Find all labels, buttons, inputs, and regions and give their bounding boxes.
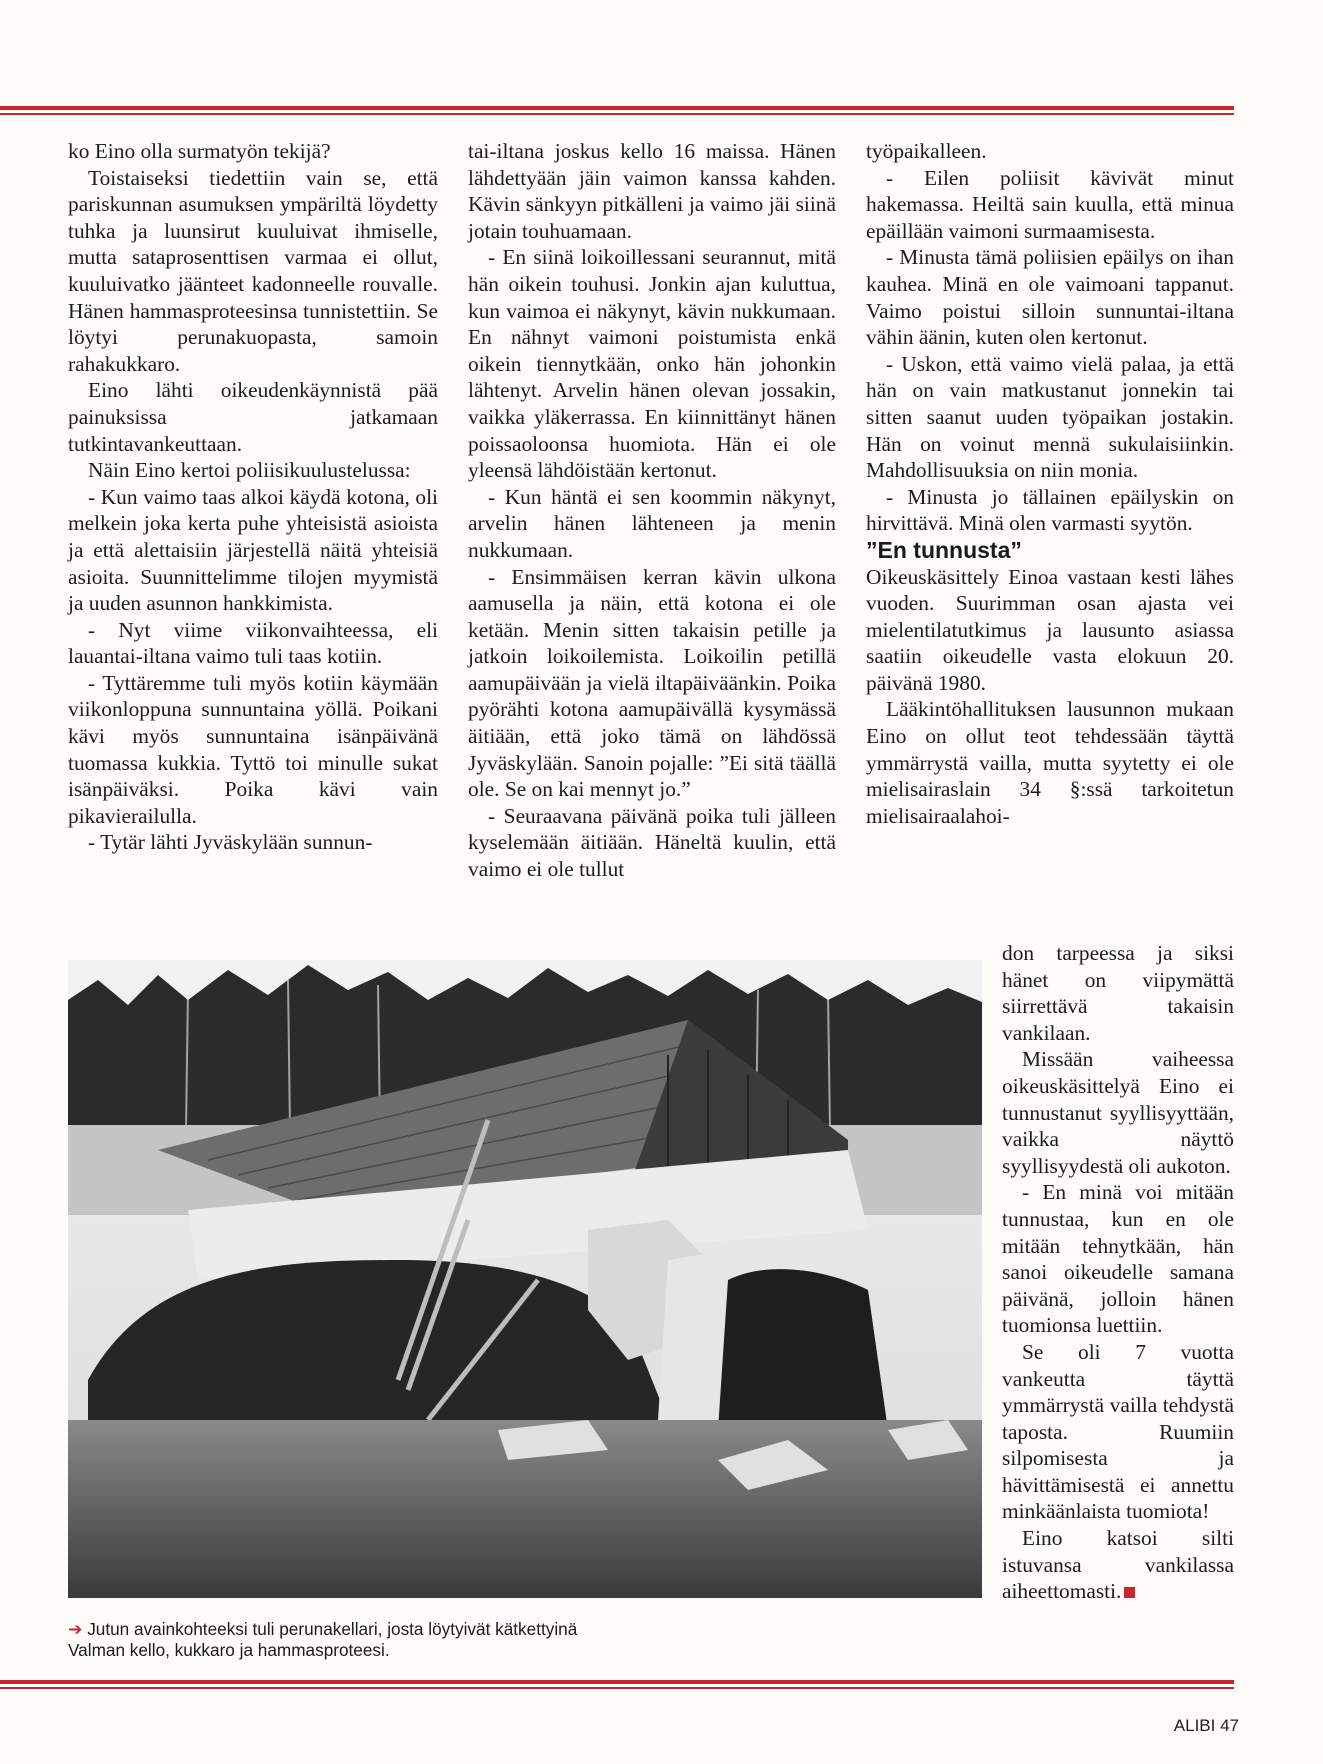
- paragraph-last: [1002, 1525, 1234, 1605]
- subheading: ”En tunnusta”: [866, 536, 1022, 563]
- paragraph: Se oli 7 vuotta vankeutta täyttä ymmärrystä vailla tehdystä taposta. Ruumiin silpomisesta ja hävittämisestä ei annettu minkäänlaista tuomiota!: [1002, 1339, 1234, 1524]
- paragraph: - Seuraavana päivänä poika tuli jälleen kyselemään äitiään. Häneltä kuulin, että vaimo ei ole tullut: [468, 803, 836, 882]
- arrow-right-icon: ➔: [68, 1619, 83, 1639]
- caption-text: Jutun avainkohteeksi tuli perunakellari, josta löytyivät kätkettyinä Valman kello, kukkaro ja hammasproteesi.: [68, 1619, 578, 1660]
- bottom-rule: [0, 1680, 1234, 1689]
- paragraph: - Ensimmäisen kerran kävin ulkona aamusella ja näin, että kotona ei ole ketään. Menin sitten takaisin petille ja jatkoin loikoilemista. Loikoilin petillä aamupäivään ja vielä iltapäiväänkin. Poika pyörähti kotona aamupäivällä kysymässä äitiään, että joko tämä on lähdössä Jyväskylään. Sanoin pojalle: ”Ei sitä täällä ole. Se on kai mennyt jo.”: [468, 564, 836, 802]
- paragraph: - Kun vaimo taas alkoi käydä kotona, oli melkein joka kerta puhe yhteisistä asioista ja että alettaisiin järjestellä näitä yhteisiä asioita. Suunnittelimme tilojen myymistä ja uuden asunnon hankkimista.: [68, 484, 438, 616]
- article-column-1: [68, 138, 438, 856]
- paragraph: Eino lähti oikeudenkäynnistä pää painuksissa jatkamaan tutkintavankeuttaan.: [68, 378, 438, 456]
- paragraph: Toistaiseksi tiedettiin vain se, että pariskunnan asumuksen ympäriltä löydetty tuhka ja luunsirut kuuluivat ihmiselle, mutta sataprosenttisen varmaa ei ollut, kuuluivatko jäänteet kadonneelle rouvalle. Hänen hammasproteesinsa tunnistettiin. Se löytyi perunakuopasta, samoin rahakukkaro.: [68, 165, 438, 376]
- paragraph: - Minusta jo tällainen epäilyskin on hirvittävä. Minä olen varmasti syytön.: [866, 484, 1234, 536]
- paragraph: työpaikalleen.: [866, 139, 987, 163]
- paragraph: Lääkintöhallituksen lausunnon mukaan Eino on ollut teot tehdessään täyttä ymmärrystä vailla, mutta syytetty ei ole mielisairaslain 34 §:ssä tarkoitetun mielisairaalahoi-: [866, 697, 1234, 828]
- photo-caption: [68, 1619, 588, 1661]
- paragraph: - Minusta tämä poliisien epäilys on ihan kauhea. Minä en ole vaimoani tappanut. Vaimo poistui silloin sunnuntai-iltana vähin äänin, kuten olen kertonut.: [866, 245, 1234, 350]
- paragraph: - En minä voi mitään tunnustaa, kun en ole mitään tehnytkään, hän sanoi oikeudelle samana päivänä, jolloin hänen tuomionsa luettiin.: [1002, 1180, 1234, 1338]
- article-column-3: [866, 138, 1234, 829]
- paragraph: - Kun häntä ei sen koommin näkynyt, arvelin hänen lähteneen ja menin nukkumaan.: [468, 484, 836, 562]
- paragraph: - Uskon, että vaimo vielä palaa, ja että hän on vain matkustanut jonnekin tai sitten saanut uuden työpaikan jostakin. Hän on voinut mennä sukulaisiinkin. Mahdollisuuksia on niin monia.: [866, 351, 1234, 483]
- paragraph: - Nyt viime viikonvaihteessa, eli lauantai-iltana vaimo tuli taas kotiin.: [68, 617, 438, 669]
- end-mark-icon: [1124, 1587, 1135, 1598]
- article-column-2: [468, 138, 836, 883]
- paragraph-text: Eino katsoi silti istuvansa vankilassa aiheettomasti.: [1002, 1526, 1234, 1604]
- paragraph: tai-iltana joskus kello 16 maissa. Hänen lähdettyään jäin vaimon kanssa kahden. Kävin sänkyyn pitkälleni ja vaimo jäi siinä jotain touhuamaan.: [468, 139, 836, 243]
- paragraph: Oikeuskäsittely Einoa vastaan kesti lähes vuoden. Suurimman osan ajasta vei mielentilatutkimus ja lausunto asiassa saatiin oikeudelle vasta elokuun 20. päivänä 1980.: [866, 564, 1234, 695]
- photo-potato-cellar: [68, 960, 982, 1598]
- paragraph: - Tyttäremme tuli myös kotiin käymään viikonloppuna sunnuntaina yöllä. Poikani kävi myös sunnuntaina isänpäivänä tuomassa kukkia. Tyttö toi minulle sukat isänpäiväksi. Poika kävi vain pikavierailulla.: [68, 670, 438, 828]
- paragraph: - Tytär lähti Jyväskylään sunnun-: [88, 830, 373, 855]
- page-folio: ALIBI 47: [1173, 1716, 1239, 1735]
- paragraph: Missään vaiheessa oikeuskäsittelyä Eino ei tunnustanut syyllisyyttään, vaikka näyttö syyllisyydestä oli aukoton.: [1002, 1047, 1234, 1178]
- paragraph: - En siinä loikoillessani seurannut, mitä hän oikein touhusi. Jonkin ajan kuluttua, kun vaimoa ei näkynyt, kävin nukkumaan. En nähnyt vaimoni poistumista enkä oikein tiennytkään, onko hän johonkin lähtenyt. Arvelin hänen olevan jossakin, vaikka yläkerrassa. En kiinnittänyt hänen poissaoloonsa huomiota. Hän ei ole yleensä lähdöistään kertonut.: [468, 245, 836, 483]
- top-rule: [0, 106, 1234, 115]
- paragraph: - Eilen poliisit kävivät minut hakemassa. Heiltä sain kuulla, että minua epäillään vaimoni surmaamisesta.: [866, 165, 1234, 243]
- paragraph: ko Eino olla surmatyön tekijä?: [68, 139, 331, 163]
- article-column-3-narrow: [1002, 940, 1234, 1605]
- paragraph: don tarpeessa ja siksi hänet on viipymättä siirrettävä takaisin vankilaan.: [1002, 941, 1234, 1045]
- paragraph: Näin Eino kertoi poliisikuulustelussa:: [88, 458, 411, 483]
